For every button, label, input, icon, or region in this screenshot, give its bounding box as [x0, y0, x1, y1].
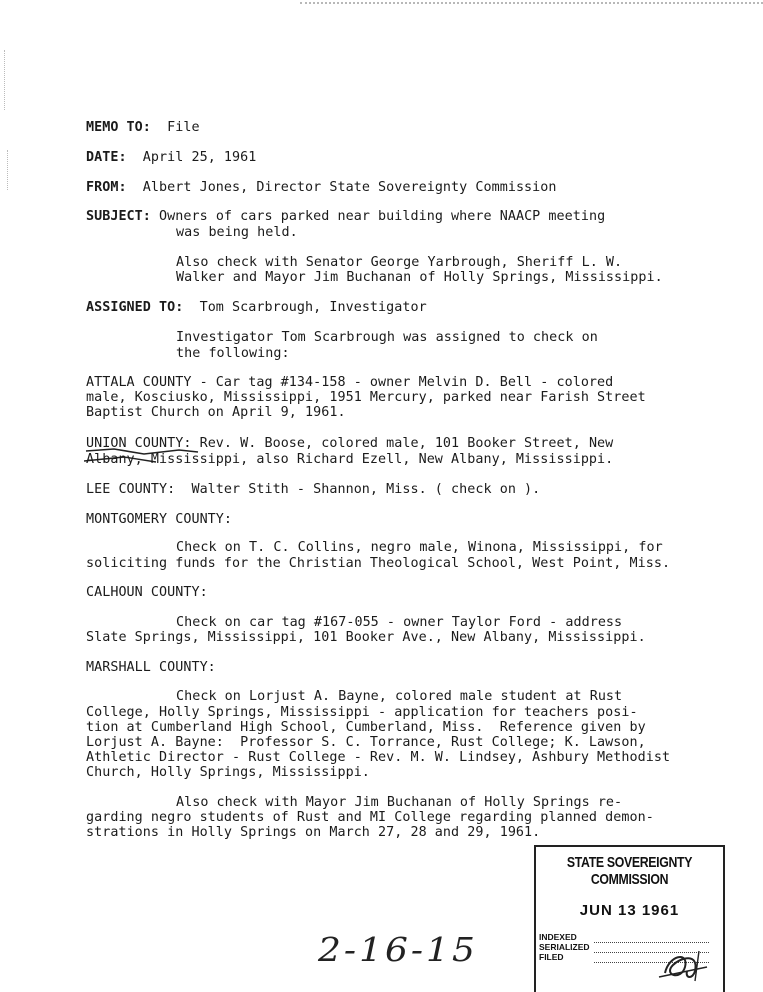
union-county-label	[86, 436, 191, 451]
attala-line-3: Baptist Church on April 9, 1961.	[86, 405, 346, 420]
final-line-2: garding negro students of Rust and MI College regarding planned demon-	[86, 810, 654, 825]
calhoun-line-2: Slate Springs, Mississippi, 101 Booker Ave., New Albany, Mississippi.	[86, 630, 646, 645]
scan-edge-mark	[300, 2, 763, 4]
date-value: April 25, 1961	[142, 150, 257, 165]
stamp-indexed-line	[594, 942, 709, 943]
assigned-label: ASSIGNED TO:	[86, 300, 184, 315]
investigator-line-1: Investigator Tom Scarbrough was assigned to check on	[176, 330, 598, 345]
handwritten-initials-signature	[655, 945, 713, 985]
memo-to-label: MEMO TO:	[86, 120, 151, 135]
marshall-heading: MARSHALL COUNTY:	[86, 660, 216, 675]
stamp-date: JUN 13 1961	[579, 902, 680, 919]
subject-line-1: Owners of cars parked near building where NAACP meeting	[159, 209, 606, 224]
assigned-value: Tom Scarbrough, Investigator	[199, 300, 427, 315]
handwritten-file-number: 2-16-15	[318, 932, 478, 969]
union-line-2: Albany, Mississippi, also Richard Ezell, New Albany, Mississippi.	[86, 452, 614, 467]
montgomery-heading: MONTGOMERY COUNTY:	[86, 512, 233, 527]
montgomery-line-1: Check on T. C. Collins, negro male, Winona, Mississippi, for	[176, 540, 663, 555]
date-label: DATE:	[86, 150, 127, 165]
also-check-line-1: Also check with Senator George Yarbrough, Sheriff L. W.	[176, 255, 623, 270]
stamp-indexed-label: INDEXED	[539, 932, 577, 942]
calhoun-heading: CALHOUN COUNTY:	[86, 585, 208, 600]
scan-margin-mark	[4, 50, 5, 110]
lee-county-line: LEE COUNTY: Walter Stith - Shannon, Miss. ( check on ).	[86, 482, 541, 497]
attala-line-2: male, Kosciusko, Mississippi, 1951 Mercury, parked near Farish Street	[86, 390, 646, 405]
marshall-line-3: tion at Cumberland High School, Cumberland, Miss. Reference given by	[86, 720, 646, 735]
scan-margin-mark	[7, 150, 8, 190]
marshall-line-4: Lorjust A. Bayne: Professor S. C. Torrance, Rust College; K. Lawson,	[86, 735, 646, 750]
also-check-line-2: Walker and Mayor Jim Buchanan of Holly Springs, Mississippi.	[176, 270, 663, 285]
subject-line-2: was being held.	[176, 225, 298, 240]
marshall-line-2: College, Holly Springs, Mississippi - application for teachers posi-	[86, 705, 638, 720]
from-label: FROM:	[86, 180, 127, 195]
stamp-filed-label: FILED	[539, 952, 564, 962]
calhoun-line-1: Check on car tag #167-055 - owner Taylor Ford - address	[176, 615, 623, 630]
marshall-line-6: Church, Holly Springs, Mississippi.	[86, 765, 370, 780]
marshall-line-1: Check on Lorjust A. Bayne, colored male student at Rust	[176, 689, 623, 704]
union-line-1-rest: Rev. W. Boose, colored male, 101 Booker Street, New	[191, 436, 614, 451]
union-line-1	[86, 436, 613, 452]
subject-row	[86, 209, 605, 225]
memo-to-row	[86, 120, 200, 136]
final-line-1: Also check with Mayor Jim Buchanan of Holly Springs re-	[176, 795, 623, 810]
marshall-line-5: Athletic Director - Rust College - Rev. M. W. Lindsey, Ashbury Methodist	[86, 750, 671, 765]
stamp-serialized-label: SERIALIZED	[539, 942, 590, 952]
montgomery-line-2: soliciting funds for the Christian Theological School, West Point, Miss.	[86, 556, 671, 571]
from-value: Albert Jones, Director State Sovereignty Commission	[142, 180, 557, 195]
stamp-title: STATE SOVEREIGNTY COMMISSION	[566, 854, 693, 888]
date-row	[86, 150, 256, 166]
subject-label: SUBJECT:	[86, 209, 151, 224]
attala-line-1: ATTALA COUNTY - Car tag #134-158 - owner Melvin D. Bell - colored	[86, 375, 614, 390]
final-line-3: strations in Holly Springs on March 27, 28 and 29, 1961.	[86, 825, 541, 840]
assigned-row	[86, 300, 427, 316]
investigator-line-2: the following:	[176, 346, 290, 361]
from-row	[86, 180, 557, 196]
memo-to-value: File	[167, 120, 200, 135]
union-county-text: UNION COUNTY:	[86, 436, 192, 451]
